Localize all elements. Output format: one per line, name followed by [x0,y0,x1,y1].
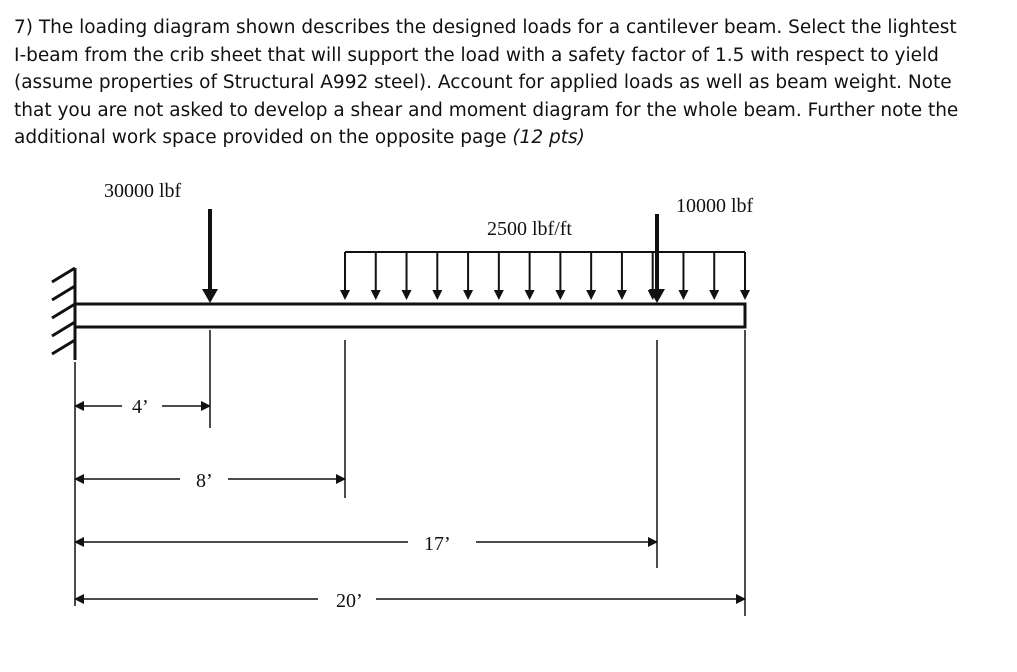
distributed-load-arrow [463,252,473,300]
distributed-load-arrow [432,252,442,300]
problem-line-2: I-beam from the crib sheet that will support the load with a safety factor of 1.5 with respect to yield [14,44,939,66]
distributed-load-arrow [494,252,504,300]
extension-lines [75,330,745,616]
fixed-support [52,268,75,360]
problem-line-4: that you are not asked to develop a shear and moment diagram for the whole beam. Further note the [14,99,959,121]
distributed-load-arrow [525,252,535,300]
distributed-load-arrow [371,252,381,300]
distributed-load-arrow [586,252,596,300]
point-load-1 [202,209,218,303]
distributed-load-arrow [617,252,627,300]
distributed-load-arrow [402,252,412,300]
distributed-load-label: 2500 lbf/ft [487,218,572,240]
points-label: (12 pts) [512,127,585,148]
dimension-8ft-label: 8’ [196,470,213,492]
dimension-20ft-label: 20’ [336,590,363,612]
problem-line-5-text: additional work space provided on the opposite page [14,127,513,148]
problem-line-1: 7) The loading diagram shown describes the designed loads for a cantilever beam. Select the lightest [14,17,957,38]
distributed-load-arrow [740,252,750,300]
distributed-load-arrow [709,252,719,300]
distributed-load-arrow [678,252,688,300]
dimension-17ft-label: 17’ [424,533,451,555]
problem-line-3: (assume properties of Structural A992 steel). Account for applied loads as well as beam weight. Note [14,72,952,93]
point-load-2 [649,214,665,303]
distributed-load-arrow [340,252,350,300]
dimension-4ft-label: 4’ [132,396,149,418]
distributed-load [340,252,750,300]
distributed-load-arrow [555,252,565,300]
beam [75,304,745,327]
point-load-2-label: 10000 lbf [676,195,754,217]
point-load-1-label: 30000 lbf [104,180,182,202]
